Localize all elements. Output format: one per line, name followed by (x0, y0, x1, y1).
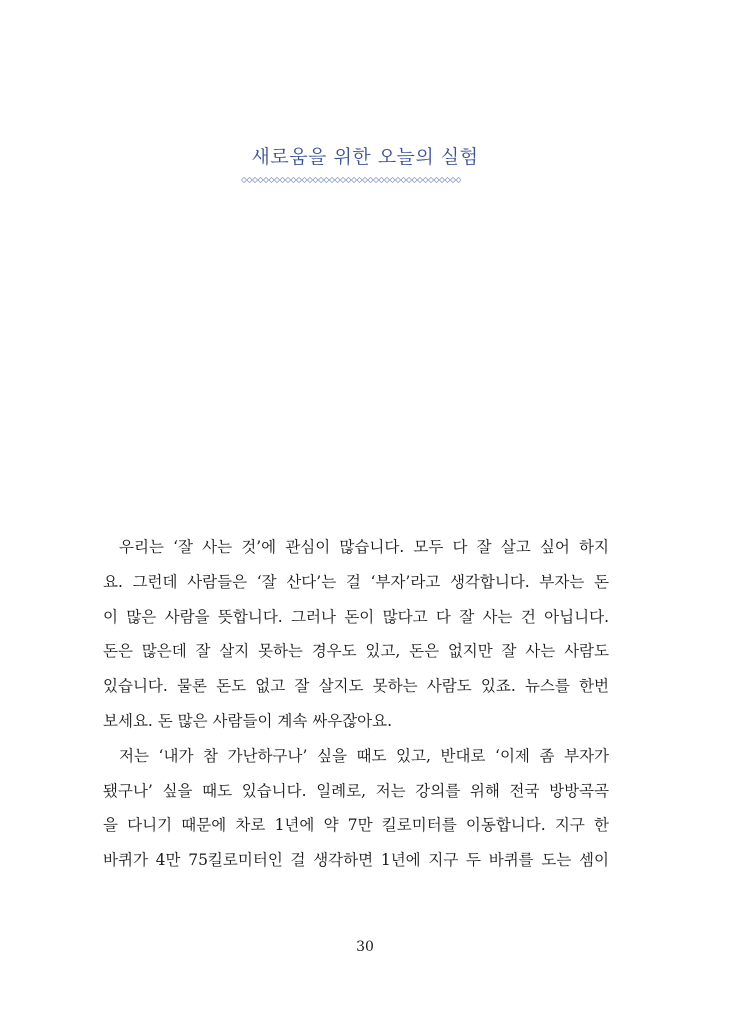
text-line: 있습니다. 물론 돈도 없고 잘 살지도 못하는 사람도 있죠. 뉴스를 한번 (103, 677, 609, 696)
text-line: 을 다니기 때문에 차로 1년에 약 7만 킬로미터를 이동합니다. 지구 한 (103, 816, 609, 835)
ornament-diamond (357, 177, 362, 182)
ornament-diamond (373, 177, 378, 182)
ornament-diamond (291, 177, 296, 182)
ornament-diamond (417, 177, 422, 182)
ornament-diamond (434, 177, 439, 182)
ornament-diamond (439, 177, 444, 182)
ornament-diamond (258, 177, 263, 182)
ornament-diamond (346, 177, 351, 182)
ornament-diamond (401, 177, 406, 182)
ornament-diamond (329, 177, 334, 182)
text-line: 바퀴가 4만 75킬로미터인 걸 생각하면 1년에 지구 두 바퀴를 도는 셈이 (103, 851, 609, 870)
text-line: 요. 그런데 사람들은 ‘잘 산다’는 걸 ‘부자’라고 생각합니다. 부자는 돈 (103, 572, 609, 591)
ornament-diamond (324, 177, 329, 182)
ornament-diamond (335, 177, 340, 182)
text-line: 돈은 많은데 잘 살지 못하는 경우도 있고, 돈은 없지만 잘 사는 사람도 (103, 642, 609, 661)
body-text (103, 530, 609, 878)
ornament-diamond (368, 177, 373, 182)
ornament-diamond (280, 177, 285, 182)
ornament-diamond (247, 177, 252, 182)
ornament-diamond (351, 177, 356, 182)
ornament-diamond (340, 177, 345, 182)
ornament-diamond (362, 177, 367, 182)
ornament-diamond (318, 177, 323, 182)
text-line: 보세요. 돈 많은 사람들이 계속 싸우잖아요. (103, 711, 393, 730)
ornament-diamond (406, 177, 411, 182)
ornament-diamond (428, 177, 433, 182)
page-number: 30 (356, 939, 374, 955)
ornament-diamond (450, 177, 455, 182)
ornament-diamond (313, 177, 318, 182)
ornament-diamond (456, 177, 461, 182)
text-line: 됐구나’ 싶을 때도 있습니다. 일례로, 저는 강의를 위해 전국 방방곡곡 (103, 781, 609, 800)
ornament-diamond (445, 177, 450, 182)
text-line: 이 많은 사람을 뜻합니다. 그러나 돈이 많다고 다 잘 사는 건 아닙니다. (103, 607, 609, 626)
ornament-diamond (285, 177, 290, 182)
ornament-diamond (302, 177, 307, 182)
ornament-diamond (296, 177, 301, 182)
ornament-diamond (412, 177, 417, 182)
ornament-diamond (252, 177, 257, 182)
chapter-title: 새로움을 위한 오늘의 실험 (251, 146, 479, 168)
title-ornament (241, 176, 461, 184)
ornament-diamond (423, 177, 428, 182)
ornament-diamond (379, 177, 384, 182)
ornament-diamond (241, 177, 246, 182)
ornament-diamond (395, 177, 400, 182)
ornament-diamond (307, 177, 312, 182)
text-line: 우리는 ‘잘 사는 것’에 관심이 많습니다. 모두 다 잘 살고 싶어 하지 (119, 538, 609, 556)
ornament-diamond (390, 177, 395, 182)
text-line: 저는 ‘내가 참 가난하구나’ 싶을 때도 있고, 반대로 ‘이제 좀 부자가 (119, 746, 609, 765)
ornament-diamond (269, 177, 274, 182)
ornament-diamond (384, 177, 389, 182)
ornament-diamond (263, 177, 268, 182)
ornament-diamond (274, 177, 279, 182)
